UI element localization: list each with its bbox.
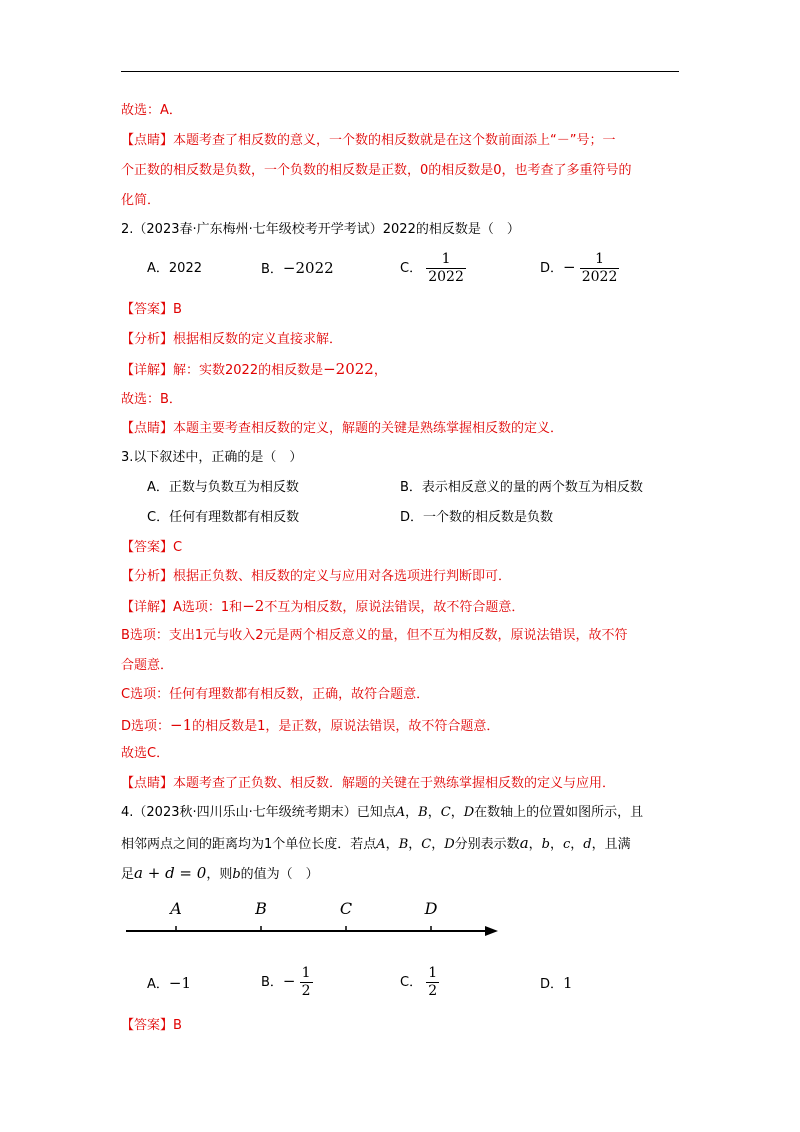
point-label-C: C <box>339 899 353 918</box>
q4-stem-line-1: 4.（2023秋·四川乐山·七年级统考期末）已知点A，B，C，D在数轴上的位置如图所示，且 <box>121 805 644 820</box>
option-value: 2022 <box>168 261 202 276</box>
q4-option-d: D．1 <box>540 974 573 992</box>
q4-stem-line-3: 足a + d = 0，则b的值为（ ） <box>121 864 319 882</box>
answer-value: B <box>173 302 182 317</box>
q3-option-a: A．正数与负数互为相反数 <box>147 480 299 495</box>
point-label-B: B <box>255 899 267 918</box>
q4-answer: 【答案】B <box>121 1018 182 1033</box>
q2-option-d: D．− $\frac{1}{2022}$ <box>540 251 618 285</box>
option-fraction: $\frac{1}{2022}$ <box>581 251 618 285</box>
q2-conclusion: 故选：B． <box>121 392 182 407</box>
q2-option-c <box>400 251 466 286</box>
q3-detail-a: 【详解】A选项：1和−2不互为相反数，原说法错误，故不符合题意． <box>121 597 525 615</box>
header-rule <box>121 71 679 72</box>
q1-tip-line-3: 化简． <box>121 193 161 208</box>
q2-option-b <box>261 259 334 279</box>
option-fraction: $\frac{1}{2}$ <box>428 965 438 999</box>
option-value: −2022 <box>282 259 334 277</box>
q1-conclusion: 故选：A． <box>121 103 182 118</box>
q3-conclusion: 故选C． <box>121 746 170 761</box>
q3-detail-b-2: 合题意． <box>121 658 174 673</box>
q2-answer <box>121 301 182 319</box>
q3-tip: 【点睛】本题考查了正负数、相反数．解题的关键在于熟练掌握相反数的定义与应用． <box>121 776 616 791</box>
q4-option-b: B．− $\frac{1}{2}$ <box>261 965 311 999</box>
q4-option-a: A．−1 <box>147 974 192 992</box>
q2-detail: 【详解】解：实数2022的相反数是−2022， <box>121 360 387 378</box>
q4-stem-line-2: 相邻两点之间的距离均为1个单位长度．若点A，B，C，D分别表示数a，b，c，d，且满 <box>121 834 631 852</box>
q3-answer: 【答案】C <box>121 540 183 555</box>
q2-analysis: 【分析】根据相反数的定义直接求解． <box>121 332 343 347</box>
q1-tip-line-1 <box>121 132 616 150</box>
answer-value: C <box>173 540 183 555</box>
q3-option-b: B．表示相反意义的量的两个数互为相反数 <box>400 480 643 495</box>
option-label: C． <box>400 261 423 276</box>
q2-option-a <box>147 260 202 278</box>
answer-label: 【答案】 <box>121 302 174 317</box>
q2-stem: 2.（2023春·广东梅州·七年级校考开学考试）2022的相反数是（ ） <box>121 222 520 237</box>
option-label: A． <box>147 261 169 276</box>
answer-value: B <box>173 1018 182 1033</box>
q3-option-d: D．一个数的相反数是负数 <box>400 510 554 525</box>
q1-tip-line-2: 个正数的相反数是负数，一个负数的相反数是正数，0的相反数是0，也考查了多重符号的 <box>121 163 632 178</box>
tip-text: 本题考查了相反数的意义，一个数的相反数就是在这个数前面添上“－”号；一 <box>173 133 616 148</box>
q3-stem: 3.以下叙述中，正确的是（ ） <box>121 450 303 465</box>
option-label: D． <box>540 261 564 276</box>
number-line-arrow <box>485 926 498 936</box>
option-fraction: $\frac{1}{2}$ <box>301 965 311 999</box>
q3-option-c: C．任何有理数都有相反数 <box>147 510 300 525</box>
option-fraction: $\frac{1}{2022}$ <box>428 251 464 285</box>
q3-detail-d: D选项：−1的相反数是1，是正数，原说法错误，故不符合题意． <box>121 716 500 734</box>
q3-detail-b-1: B选项：支出1元与收入2元是两个相反意义的量，但不互为相反数，原说法错误，故不符 <box>121 628 628 643</box>
tip-label: 【点睛】 <box>121 133 174 148</box>
number-line-figure <box>120 893 510 943</box>
q4-option-c: C． $\frac{1}{2}$ <box>400 965 438 999</box>
option-label: B． <box>261 262 283 277</box>
point-label-D: D <box>424 899 438 918</box>
point-label-A: A <box>170 899 182 918</box>
q3-analysis: 【分析】根据正负数、相反数的定义与应用对各选项进行判断即可． <box>121 569 512 584</box>
q2-tip: 【点睛】本题主要考查相反数的定义，解题的关键是熟练掌握相反数的定义． <box>121 421 564 436</box>
q3-detail-c: C选项：任何有理数都有相反数，正确，故符合题意． <box>121 687 430 702</box>
